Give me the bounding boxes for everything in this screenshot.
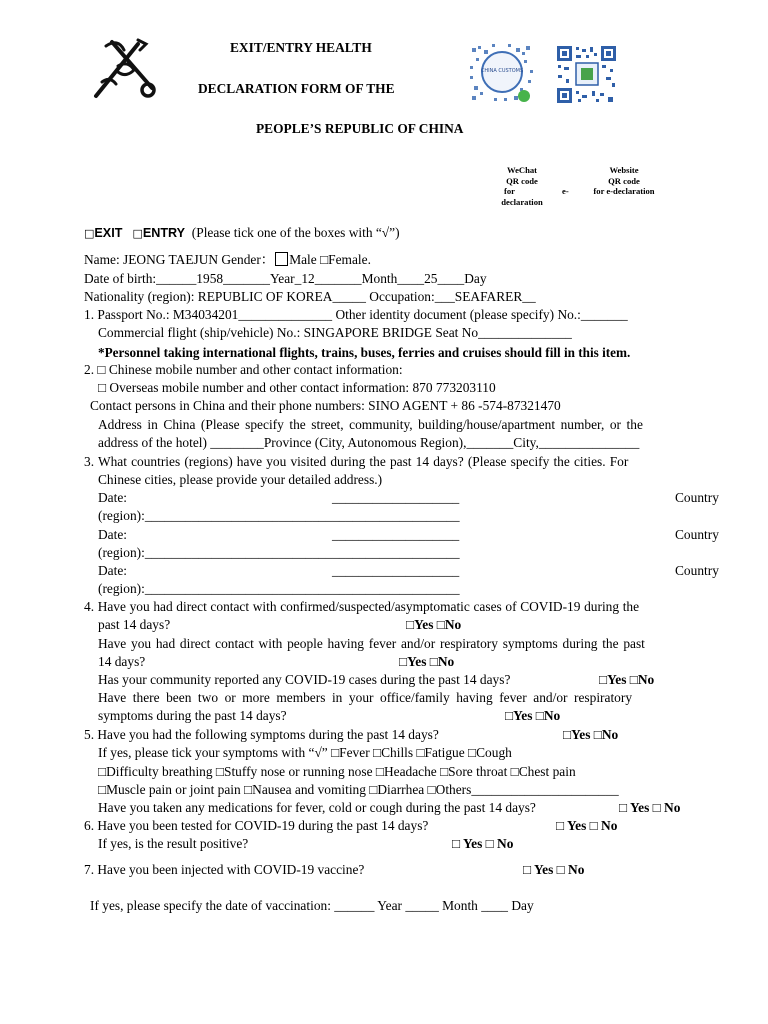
q4c-yes-no[interactable]: □Yes □No	[599, 672, 655, 687]
china-customs-badge-text: CHINA CUSTOMS	[480, 68, 524, 74]
q4-contact-cases-line-1: 4. Have you had direct contact with confirmed/suspected/asymptomatic cases of COVID-19 during the	[84, 599, 640, 614]
q6-tested-yes-no[interactable]: □ Yes □ No	[556, 818, 618, 833]
caption-line: QR code	[506, 175, 538, 186]
q5-medication-yes-no[interactable]: □ Yes □ No	[619, 800, 681, 815]
visit-date-blank[interactable]: ___________________	[332, 527, 460, 542]
q4-fever-contact-line-1: Have you had direct contact with people having fever and/or respiratory symptoms during the past	[98, 636, 645, 651]
caption-line: Website	[609, 165, 639, 175]
chinese-mobile-row: 2. □ Chinese mobile number and other contact information:	[84, 362, 403, 377]
q6-positive-question: If yes, is the result positive?	[98, 836, 249, 851]
q3-question-line-1: 3. What countries (regions) have you visited during the past 14 days? (Please specify the cities. For	[84, 454, 629, 469]
q5-yes-no[interactable]: □Yes □No	[563, 727, 619, 742]
male-checkbox[interactable]	[275, 252, 288, 266]
flight-row: Commercial flight (ship/vehicle) No.: SINGAPORE BRIDGE Seat No______________	[98, 325, 572, 340]
region-blank[interactable]: (region):_______________________________________________	[98, 545, 460, 560]
caption-line: WeChat	[506, 165, 538, 175]
form-title-line-2: DECLARATION FORM OF THE	[198, 81, 395, 96]
q4-family-fever-line-2: symptoms during the past 14 days?	[98, 708, 287, 723]
male-label: Male	[289, 252, 317, 267]
q5-symptom-list-3[interactable]: □Muscle pain or joint pain □Nausea and vomiting □Diarrhea □Others______________________	[98, 782, 619, 797]
exit-entry-row	[84, 225, 400, 242]
q7-vaccination-date[interactable]: If yes, please specify the date of vaccination: ______ Year _____ Month ____ Day	[90, 898, 534, 913]
entry-checkbox[interactable]: □	[132, 227, 143, 240]
wechat-qr-caption	[490, 165, 554, 207]
q4-fever-contact-line-2: 14 days?	[98, 654, 146, 669]
caption-line: for	[504, 186, 515, 196]
q4d-yes-no[interactable]: □Yes □No	[505, 708, 561, 723]
q7-vaccine-yes-no[interactable]: □ Yes □ No	[523, 862, 585, 877]
exit-label: EXIT	[94, 226, 123, 240]
caption-line: for e-declaration	[593, 186, 655, 196]
region-blank[interactable]: (region):_______________________________________________	[98, 508, 460, 523]
form-title-line-1: EXIT/ENTRY HEALTH	[230, 40, 372, 55]
visit-date-label: Date:	[98, 563, 127, 578]
caption-line: QR code	[608, 175, 640, 186]
q3-question-line-2: Chinese cities, please provide your detailed address.)	[98, 472, 383, 487]
date-of-birth: Date of birth:______1958_______Year_12_______Month____25____Day	[84, 271, 487, 286]
visit-date-blank[interactable]: ___________________	[332, 490, 460, 505]
country-label: Country	[675, 490, 719, 505]
q7-vaccine-question: 7. Have you been injected with COVID-19 vaccine?	[84, 862, 365, 877]
overseas-mobile-row: □ Overseas mobile number and other contact information: 870 773203110	[98, 380, 496, 395]
address-line-1	[98, 417, 725, 433]
name-gender-row	[84, 252, 371, 268]
exit-checkbox[interactable]: □	[84, 227, 95, 240]
name-value: Name: JEONG TAEJUN Gender：	[84, 252, 275, 267]
female-option[interactable]: □Female.	[320, 252, 371, 267]
visit-date-blank[interactable]: ___________________	[332, 563, 460, 578]
q6-tested-question: 6. Have you been tested for COVID-19 during the past 14 days?	[84, 818, 429, 833]
q4-community-cases: Has your community reported any COVID-19 cases during the past 14 days?	[98, 672, 511, 687]
address-line-2: address of the hotel) ________Province (City, Autonomous Region),_______City,_______________	[98, 435, 640, 450]
website-qr-code	[556, 45, 617, 104]
customs-emblem-icon	[88, 36, 160, 100]
qr-caption-dash: e-	[562, 186, 569, 196]
entry-label: ENTRY	[142, 226, 186, 240]
q4-family-fever-line-1: Have there been two or more members in your office/family having fever and/or respiratory	[98, 690, 633, 705]
website-qr-caption	[584, 165, 664, 197]
q5-symptom-list-1[interactable]: If yes, please tick your symptoms with “√” □Fever □Chills □Fatigue □Cough	[98, 745, 512, 760]
caption-line: declaration	[501, 196, 543, 207]
nationality-occupation: Nationality (region): REPUBLIC OF KOREA_____ Occupation:___SEAFARER__	[84, 289, 536, 304]
visit-date-label: Date:	[98, 490, 127, 505]
q5-symptoms-question: 5. Have you had the following symptoms during the past 14 days?	[84, 727, 439, 742]
q5-medication-question: Have you taken any medications for fever, cold or cough during the past 14 days?	[98, 800, 536, 815]
q4b-yes-no[interactable]: □Yes □No	[399, 654, 455, 669]
q5-symptom-list-2[interactable]: □Difficulty breathing □Stuffy nose or running nose □Headache □Sore throat □Chest pain	[98, 764, 576, 779]
q6-positive-yes-no[interactable]: □ Yes □ No	[452, 836, 514, 851]
country-label: Country	[675, 563, 719, 578]
q4-contact-cases-line-2: past 14 days?	[98, 617, 171, 632]
q4a-yes-no[interactable]: □Yes □No	[406, 617, 462, 632]
address-text-1: Address in China (Please specify the street, community, building/house/apartment number, or the	[98, 417, 643, 432]
personnel-note: *Personnel taking international flights, trains, buses, ferries and cruises should fill in this item.	[98, 345, 631, 360]
region-blank[interactable]: (region):_______________________________________________	[98, 581, 460, 596]
country-label: Country	[675, 527, 719, 542]
china-contacts-row: Contact persons in China and their phone numbers: SINO AGENT + 86 -574-87321470	[90, 398, 561, 413]
passport-row: 1. Passport No.: M34034201______________ Other identity document (please specify) No.:_______	[84, 307, 628, 322]
wechat-qr-code	[468, 42, 536, 104]
visit-date-label: Date:	[98, 527, 127, 542]
tick-instruction: (Please tick one of the boxes with “√”)	[191, 225, 400, 240]
form-title-line-3: PEOPLE’S REPUBLIC OF CHINA	[256, 121, 464, 136]
